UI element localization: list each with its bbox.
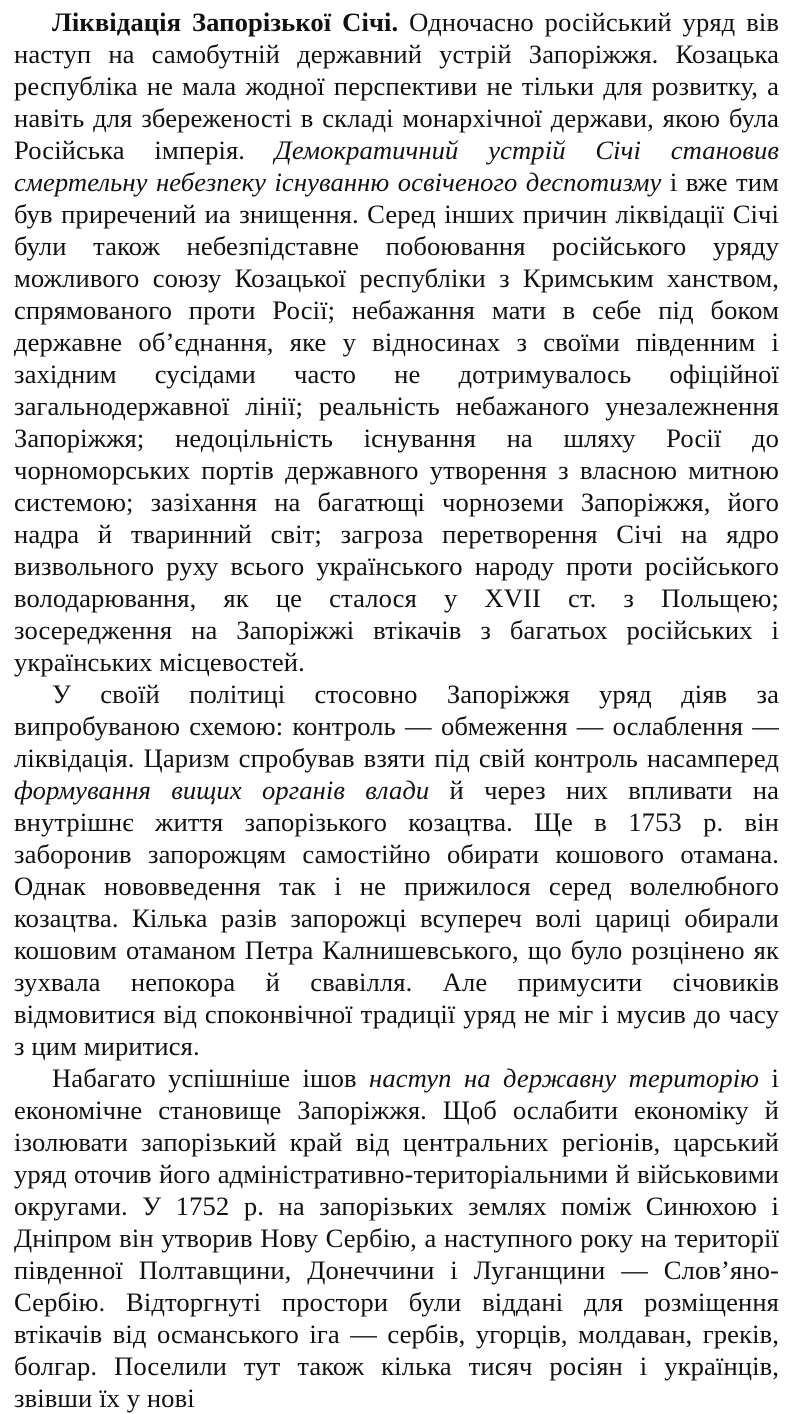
- paragraph-2: [14, 678, 779, 1062]
- section-heading: Ліквідація Запорізької Січі.: [52, 7, 399, 37]
- italic-run: наступ на державну територію: [369, 1063, 760, 1093]
- italic-run: формування вищих органів влади: [14, 775, 430, 805]
- paragraph-3: [14, 1062, 779, 1414]
- text-run: і вже тим був приречений иа знищення. Серед інших причин ліквідації Січі були також небезпідставне побоювання російського уряду можливого союзу Козацької республіки з Кримським ханством, спрямованого проти Росії; небажання мати в себе під боком державне об’єднання, яке у відносинах з своїми південним і західним сусідами часто не дотримувалось офіційної загальнодержавної лінії; реальність небажаного унезалежнення Запоріжжя; недоцільність існування на шляху Росії до чорноморських портів державного утворення з власною митною системою; зазіхання на багатющі чорноземи Запоріжжя, його надра й тваринний світ; загроза перетворення Січі на ядро визвольного руху всього українського народу проти російського володарювання, як це сталося у XVII ст. з Польщею; зосередження на Запоріжжі втікачів з багатьох російських і українських місцевостей.: [14, 167, 779, 677]
- text-run: Набагато успішніше ішов: [52, 1063, 370, 1093]
- text-run: У своїй політиці стосовно Запоріжжя уряд діяв за випробуваною схемою: контроль — обмеження — ослаблення — ліквідація. Царизм спробував взяти під свій контроль насамперед: [14, 679, 779, 773]
- text-run: Одночасно російський уряд вів наступ на самобутній державний устрій Запоріжжя. Козацька республіка не мала жодної перспективи не тільки для розвитку, а навіть для збереженості в складі монархічної держави, якою була Російська імперія.: [14, 7, 779, 165]
- text-run: й через них впливати на внутрішнє життя запорізького козацтва. Ще в 1753 р. він заборонив запорожцям самостійно обирати кошового отамана. Однак нововведення так і не прижилося серед волелюбного козацтва. Кілька разів запорожці всупереч волі цариці обирали кошовим отаманом Петра Калнишевського, що було розцінено як зухвала непокора й свавілля. Але примусити січовиків відмовитися від споконвічної традиції уряд не міг і мусив до часу з цим миритися.: [14, 775, 779, 1061]
- text-run: і економічне становище Запоріжжя. Щоб ослабити економіку й ізолювати запорізький край від центральних регіонів, царський уряд оточив його адміністративно-територіальними й військовими округами. У 1752 р. на запорізьких землях поміж Синюхою і Дніпром він утворив Нову Сербію, а наступного року на території південної Полтавщини, Донеччини і Луганщини — Слов’яно-Сербію. Відторгнуті простори були віддані для розміщення втікачів від османського іга — сербів, угорців, молдаван, греків, болгар. Поселили тут також кілька тисяч росіян і українців, звівши їх у нові: [14, 1063, 779, 1413]
- paragraph-1: [14, 6, 779, 678]
- italic-run: Демократичний устрій Січі становив смертельну небезпеку існуванню освіченого деспотизму: [14, 135, 780, 197]
